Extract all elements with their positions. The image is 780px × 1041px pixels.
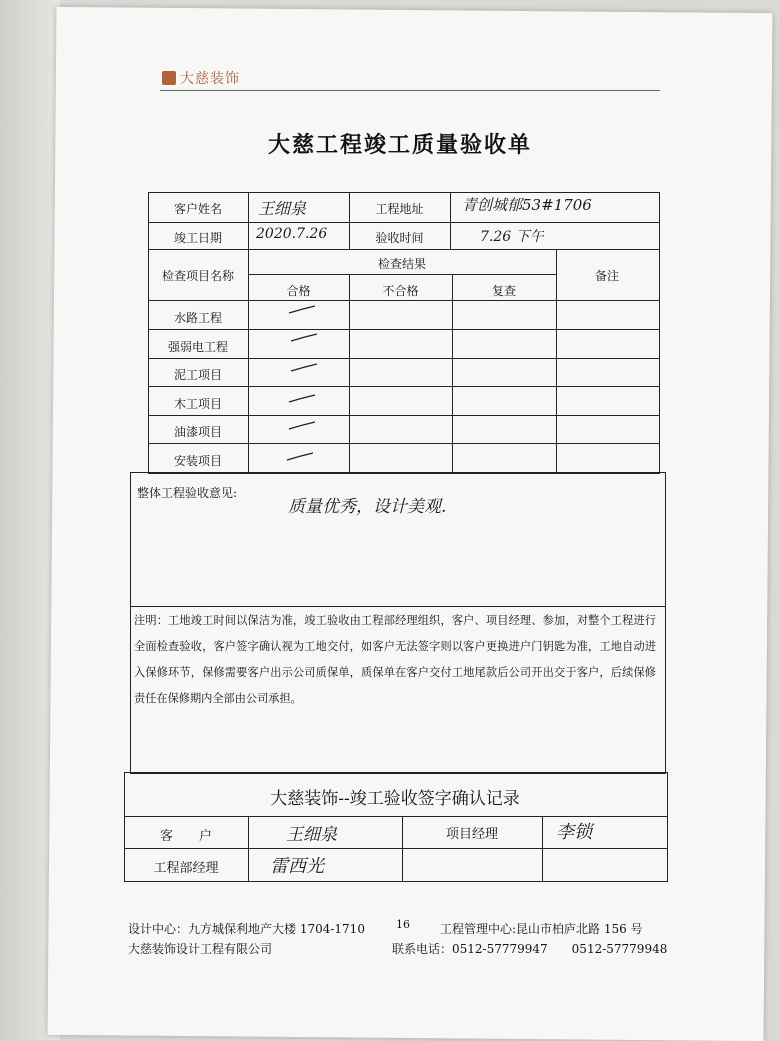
item-name: 油漆项目 — [173, 425, 222, 439]
page-mark: 16 — [396, 918, 410, 931]
item-name: 安装项目 — [173, 454, 222, 468]
design-center-address: 设计中心：九方城保利地产大楼 1704-1710 — [128, 922, 365, 936]
signature-title: 大慈装饰--竣工验收签字确认记录 — [270, 789, 520, 809]
address-label: 工程地址 — [375, 202, 424, 216]
item-name: 木工项目 — [173, 397, 222, 411]
check-mark-icon — [288, 305, 316, 315]
check-time-label: 验收时间 — [375, 231, 424, 245]
engineering-manager-label: 工程部经理 — [153, 861, 219, 876]
opinion-value: 质量优秀，设计美观. — [288, 497, 447, 517]
project-manager-signature: 李锁 — [556, 822, 592, 843]
company-name: 大慈装饰设计工程有限公司 — [128, 942, 273, 956]
recheck-header: 复查 — [491, 284, 516, 298]
company-logo — [162, 66, 240, 90]
customer-sign-label: 客 户 — [159, 829, 212, 844]
item-name: 强弱电工程 — [167, 340, 228, 354]
customer-signature: 王细泉 — [286, 825, 337, 845]
engineering-center-address: 工程管理中心:昆山市柏庐北路 156 号 — [440, 922, 643, 936]
finish-date-value: 2020.7.26 — [256, 226, 328, 242]
project-manager-label: 项目经理 — [445, 827, 498, 842]
logo-text: 大慈装饰 — [180, 71, 240, 87]
fail-header: 不合格 — [382, 284, 419, 298]
check-time-value: 7.26 下午 — [480, 229, 544, 245]
pass-header: 合格 — [286, 284, 311, 298]
engineering-manager-signature: 雷西光 — [270, 856, 324, 877]
check-mark-icon — [286, 452, 314, 462]
result-header: 检查结果 — [377, 257, 426, 271]
logo-mark-icon — [162, 71, 176, 85]
check-mark-icon — [290, 363, 318, 373]
check-mark-icon — [288, 394, 316, 404]
item-name-header: 检查项目名称 — [161, 269, 234, 283]
opinion-label: 整体工程验收意见: — [137, 486, 238, 500]
notes-text: 注明：工地竣工时间以保洁为准，竣工验收由工程部经理组织，客户、项目经理、参加，对整个工程进行全面检查验收，客户签字确认视为工地交付，如客户无法签字则以客户更换进户门钥匙为准，工地自动进入保修环节，保修需要客户出示公司质保单，质保单在客户交付工地尾款后公司开出交于客户，后续保修责任在保修期内全部由公司承担。 — [134, 614, 656, 705]
item-name: 水路工程 — [173, 311, 222, 325]
contact-phone: 联系电话：0512-57779947 0512-57779948 — [392, 942, 668, 956]
customer-name-value: 王细泉 — [258, 199, 307, 218]
address-value: 青创城郁53#1706 — [462, 196, 592, 214]
finish-date-label: 竣工日期 — [173, 231, 222, 245]
check-mark-icon — [288, 421, 316, 431]
header-divider — [160, 90, 660, 91]
check-mark-icon — [290, 333, 318, 343]
remark-header: 备注 — [594, 269, 619, 283]
customer-name-label: 客户姓名 — [173, 202, 222, 216]
item-name: 泥工项目 — [173, 368, 222, 382]
form-title: 大慈工程竣工质量验收单 — [267, 132, 532, 158]
